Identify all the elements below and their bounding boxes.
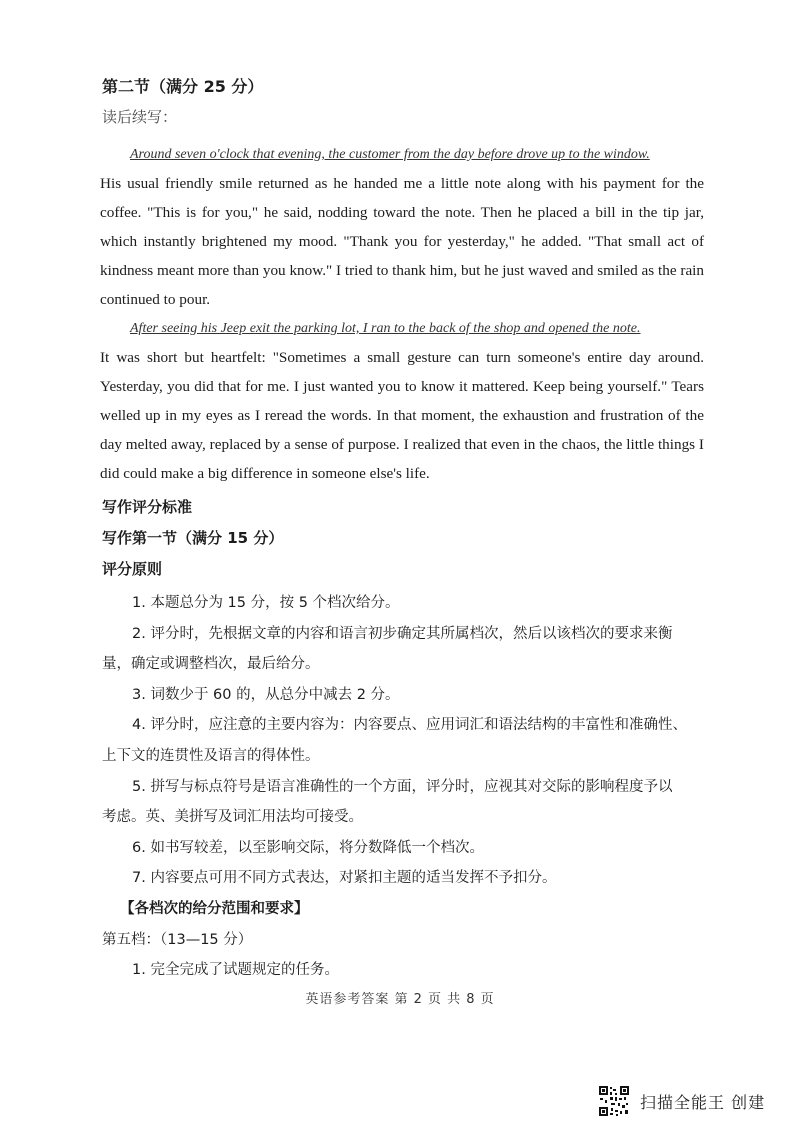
rule-2-line-1: 2. 评分时，先根据文章的内容和语言初步确定其所属档次，然后以该档次的要求来衡 — [132, 625, 673, 642]
rule-7: 7. 内容要点可用不同方式表达，对紧扣主题的适当发挥不予扣分。 — [132, 870, 557, 887]
paragraph-1-body: His usual friendly smile returned as he handed me a little note along with his payment for the coffee. "This is for you," he said, nodding toward the note. Then he placed a bill in the tip jar, which instantly brightened my mood. "Thank you for yesterday," he added. "That small act of kindness meant more than you know." I tried to thank him, but he just waved and smiled as the rain continued to pour. — [100, 175, 704, 308]
qr-code-icon — [598, 1085, 630, 1117]
scoring-rules — [102, 588, 702, 986]
rule-1: 1. 本题总分为 15 分，按 5 个档次给分。 — [132, 595, 400, 611]
band-5-item-1: 1. 完全完成了试题规定的任务。 — [132, 962, 339, 979]
scoring-standard-title: 写作评分标准 — [102, 498, 193, 516]
scanner-watermark-text: 扫描全能王 创建 — [640, 1092, 766, 1112]
band-requirements-header: 【各档次的给分范围和要求】 — [120, 900, 309, 917]
paragraph-2-body: It was short but heartfelt: "Sometimes a small gesture can turn someone's entire day around. Yesterday, you did that for me. I just wanted you to know it mattered. Keep being yourself." Tears welled up in my eyes as I reread the words. In that moment, the exhaustion and frustration of the day melted away, replaced by a sense of purpose. I realized that even in the chaos, the little things I did could make a big difference in someone else's life. — [100, 349, 704, 482]
rule-4-line-1: 4. 评分时，应注意的主要内容为：内容要点、应用词汇和语法结构的丰富性和准确性、 — [132, 717, 687, 734]
part-one-title: 写作第一节（满分 15 分） — [102, 529, 284, 547]
principles-title: 评分原则 — [102, 560, 163, 578]
band-5-title: 第五档：（13—15 分） — [102, 931, 253, 948]
rule-5-line-1: 5. 拼写与标点符号是语言准确性的一个方面，评分时，应视其对交际的影响程度予以 — [132, 778, 673, 795]
scanner-watermark — [598, 1085, 765, 1117]
section-heading: 第二节（满分 25 分） — [102, 77, 264, 96]
rule-3: 3. 词数少于 60 的，从总分中减去 2 分。 — [132, 686, 400, 703]
rule-2-line-2: 量，确定或调整档次，最后给分。 — [102, 656, 320, 673]
rule-4-line-2: 上下文的连贯性及语言的得体性。 — [102, 747, 320, 764]
paragraph-2-lead: After seeing his Jeep exit the parking lot, I ran to the back of the shop and opened the note. — [130, 321, 641, 336]
paragraph-1-lead: Around seven o'clock that evening, the customer from the day before drove up to the window. — [130, 147, 650, 162]
section-subheading: 读后续写： — [102, 108, 178, 126]
page-footer: 英语参考答案 第 2 页 共 8 页 — [305, 992, 495, 1007]
rule-5-line-2: 考虑。英、美拼写及词汇用法均可接受。 — [102, 809, 363, 826]
continuation-essay — [100, 140, 704, 488]
rule-6: 6. 如书写较差，以至影响交际，将分数降低一个档次。 — [132, 839, 484, 856]
